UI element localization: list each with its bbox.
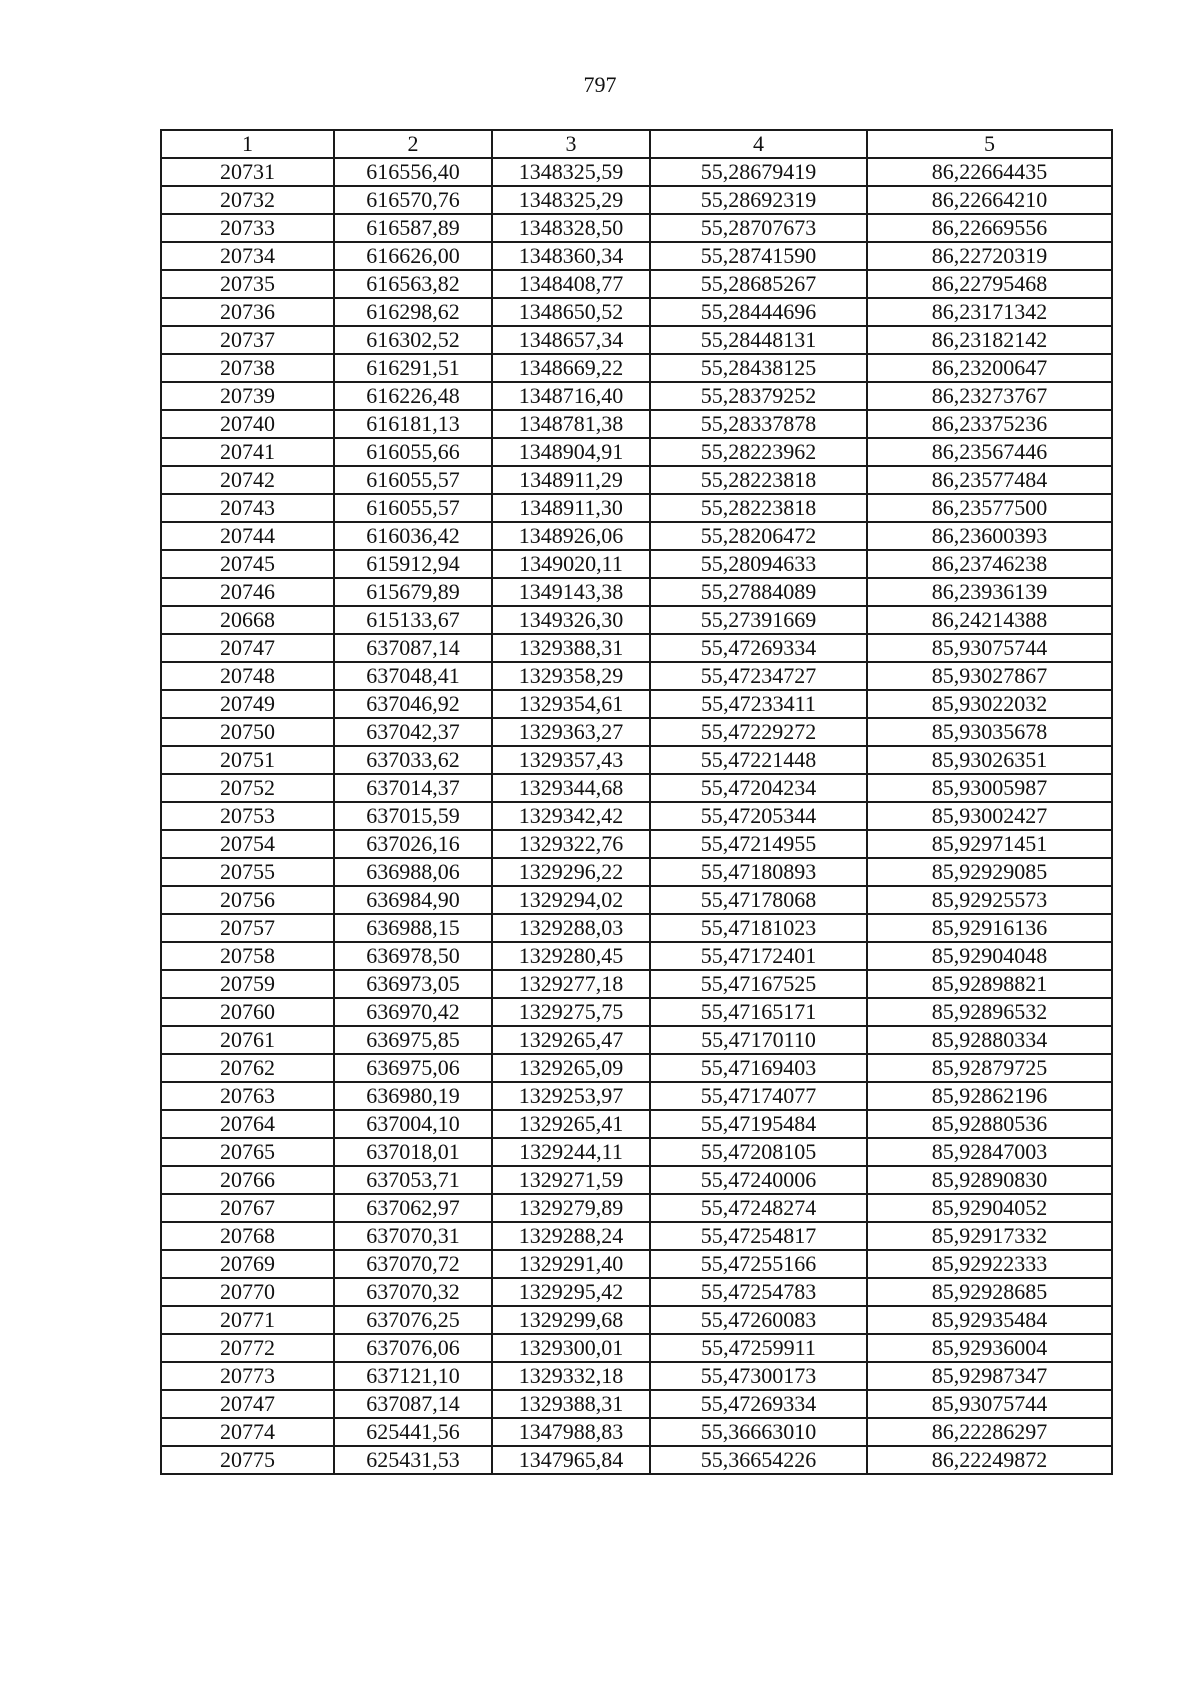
point-number-cell: 20740 [161,410,334,438]
x-coordinate-cell: 616302,52 [334,326,492,354]
latitude-cell: 55,27884089 [650,578,867,606]
longitude-cell: 86,22664210 [867,186,1112,214]
longitude-cell: 85,92862196 [867,1082,1112,1110]
longitude-cell: 85,92896532 [867,998,1112,1026]
x-coordinate-cell: 616055,66 [334,438,492,466]
table-row [161,298,1112,326]
y-coordinate-cell: 1329357,43 [492,746,650,774]
table-row [161,998,1112,1026]
longitude-cell: 85,93035678 [867,718,1112,746]
point-number-cell: 20763 [161,1082,334,1110]
table-row [161,1390,1112,1418]
latitude-cell: 55,47234727 [650,662,867,690]
table-row [161,746,1112,774]
latitude-cell: 55,47254817 [650,1222,867,1250]
x-coordinate-cell: 636984,90 [334,886,492,914]
table-row [161,1418,1112,1446]
table-row [161,354,1112,382]
table-row [161,550,1112,578]
y-coordinate-cell: 1349020,11 [492,550,650,578]
longitude-cell: 86,23182142 [867,326,1112,354]
x-coordinate-cell: 637121,10 [334,1362,492,1390]
y-coordinate-cell: 1348408,77 [492,270,650,298]
latitude-cell: 55,47174077 [650,1082,867,1110]
longitude-cell: 85,92971451 [867,830,1112,858]
x-coordinate-cell: 636978,50 [334,942,492,970]
x-coordinate-cell: 637070,72 [334,1250,492,1278]
point-number-cell: 20739 [161,382,334,410]
point-number-cell: 20756 [161,886,334,914]
table-row [161,186,1112,214]
table-row [161,494,1112,522]
longitude-cell: 85,92916136 [867,914,1112,942]
x-coordinate-cell: 637048,41 [334,662,492,690]
latitude-cell: 55,28223818 [650,466,867,494]
x-coordinate-cell: 637053,71 [334,1166,492,1194]
y-coordinate-cell: 1329288,03 [492,914,650,942]
x-coordinate-cell: 625431,53 [334,1446,492,1474]
latitude-cell: 55,47208105 [650,1138,867,1166]
column-header: 5 [867,130,1112,158]
table-row [161,1306,1112,1334]
point-number-cell: 20754 [161,830,334,858]
column-header: 4 [650,130,867,158]
y-coordinate-cell: 1329271,59 [492,1166,650,1194]
longitude-cell: 85,93075744 [867,1390,1112,1418]
y-coordinate-cell: 1329354,61 [492,690,650,718]
longitude-cell: 85,92879725 [867,1054,1112,1082]
y-coordinate-cell: 1348650,52 [492,298,650,326]
y-coordinate-cell: 1348911,29 [492,466,650,494]
column-header: 2 [334,130,492,158]
point-number-cell: 20760 [161,998,334,1026]
point-number-cell: 20769 [161,1250,334,1278]
table-row [161,1054,1112,1082]
y-coordinate-cell: 1347988,83 [492,1418,650,1446]
y-coordinate-cell: 1348926,06 [492,522,650,550]
latitude-cell: 55,47229272 [650,718,867,746]
y-coordinate-cell: 1348325,59 [492,158,650,186]
column-header: 1 [161,130,334,158]
latitude-cell: 55,47180893 [650,858,867,886]
latitude-cell: 55,28741590 [650,242,867,270]
point-number-cell: 20747 [161,1390,334,1418]
y-coordinate-cell: 1329244,11 [492,1138,650,1166]
y-coordinate-cell: 1329299,68 [492,1306,650,1334]
latitude-cell: 55,47165171 [650,998,867,1026]
y-coordinate-cell: 1329344,68 [492,774,650,802]
table-row [161,1082,1112,1110]
x-coordinate-cell: 616055,57 [334,466,492,494]
y-coordinate-cell: 1329358,29 [492,662,650,690]
table-row [161,802,1112,830]
x-coordinate-cell: 637018,01 [334,1138,492,1166]
x-coordinate-cell: 637042,37 [334,718,492,746]
table-row [161,438,1112,466]
longitude-cell: 85,93027867 [867,662,1112,690]
longitude-cell: 86,23600393 [867,522,1112,550]
latitude-cell: 55,47254783 [650,1278,867,1306]
point-number-cell: 20734 [161,242,334,270]
latitude-cell: 55,47169403 [650,1054,867,1082]
longitude-cell: 85,92847003 [867,1138,1112,1166]
point-number-cell: 20765 [161,1138,334,1166]
table-row [161,1334,1112,1362]
point-number-cell: 20773 [161,1362,334,1390]
longitude-cell: 86,22795468 [867,270,1112,298]
point-number-cell: 20755 [161,858,334,886]
x-coordinate-cell: 636975,06 [334,1054,492,1082]
latitude-cell: 55,36663010 [650,1418,867,1446]
latitude-cell: 55,47167525 [650,970,867,998]
y-coordinate-cell: 1329294,02 [492,886,650,914]
y-coordinate-cell: 1329332,18 [492,1362,650,1390]
y-coordinate-cell: 1348911,30 [492,494,650,522]
latitude-cell: 55,28379252 [650,382,867,410]
x-coordinate-cell: 616587,89 [334,214,492,242]
longitude-cell: 85,92922333 [867,1250,1112,1278]
y-coordinate-cell: 1347965,84 [492,1446,650,1474]
longitude-cell: 85,92898821 [867,970,1112,998]
x-coordinate-cell: 637033,62 [334,746,492,774]
longitude-cell: 86,23200647 [867,354,1112,382]
y-coordinate-cell: 1329279,89 [492,1194,650,1222]
y-coordinate-cell: 1329388,31 [492,634,650,662]
x-coordinate-cell: 636980,19 [334,1082,492,1110]
table-row [161,326,1112,354]
y-coordinate-cell: 1329277,18 [492,970,650,998]
x-coordinate-cell: 637046,92 [334,690,492,718]
latitude-cell: 55,36654226 [650,1446,867,1474]
point-number-cell: 20735 [161,270,334,298]
point-number-cell: 20759 [161,970,334,998]
longitude-cell: 86,23567446 [867,438,1112,466]
y-coordinate-cell: 1348904,91 [492,438,650,466]
y-coordinate-cell: 1329296,22 [492,858,650,886]
y-coordinate-cell: 1329253,97 [492,1082,650,1110]
point-number-cell: 20741 [161,438,334,466]
y-coordinate-cell: 1329275,75 [492,998,650,1026]
y-coordinate-cell: 1348669,22 [492,354,650,382]
table-row [161,1250,1112,1278]
table-row [161,382,1112,410]
longitude-cell: 85,92987347 [867,1362,1112,1390]
table-row [161,830,1112,858]
point-number-cell: 20733 [161,214,334,242]
longitude-cell: 86,22286297 [867,1418,1112,1446]
x-coordinate-cell: 636970,42 [334,998,492,1026]
x-coordinate-cell: 637070,32 [334,1278,492,1306]
y-coordinate-cell: 1348360,34 [492,242,650,270]
x-coordinate-cell: 637076,25 [334,1306,492,1334]
point-number-cell: 20746 [161,578,334,606]
table-body [161,158,1112,1474]
y-coordinate-cell: 1329288,24 [492,1222,650,1250]
point-number-cell: 20731 [161,158,334,186]
table-row [161,270,1112,298]
latitude-cell: 55,47178068 [650,886,867,914]
page-number: 797 [583,72,617,97]
longitude-cell: 85,93005987 [867,774,1112,802]
x-coordinate-cell: 616036,42 [334,522,492,550]
table-header-row [161,130,1112,158]
longitude-cell: 86,22249872 [867,1446,1112,1474]
table-row [161,774,1112,802]
table-row [161,942,1112,970]
table-row [161,634,1112,662]
longitude-cell: 86,23273767 [867,382,1112,410]
x-coordinate-cell: 615133,67 [334,606,492,634]
y-coordinate-cell: 1329363,27 [492,718,650,746]
x-coordinate-cell: 637026,16 [334,830,492,858]
y-coordinate-cell: 1329342,42 [492,802,650,830]
latitude-cell: 55,28223962 [650,438,867,466]
latitude-cell: 55,47195484 [650,1110,867,1138]
point-number-cell: 20742 [161,466,334,494]
longitude-cell: 85,92935484 [867,1306,1112,1334]
point-number-cell: 20751 [161,746,334,774]
longitude-cell: 86,22669556 [867,214,1112,242]
point-number-cell: 20774 [161,1418,334,1446]
x-coordinate-cell: 616291,51 [334,354,492,382]
longitude-cell: 86,24214388 [867,606,1112,634]
latitude-cell: 55,27391669 [650,606,867,634]
latitude-cell: 55,47204234 [650,774,867,802]
point-number-cell: 20775 [161,1446,334,1474]
point-number-cell: 20762 [161,1054,334,1082]
point-number-cell: 20743 [161,494,334,522]
point-number-cell: 20761 [161,1026,334,1054]
longitude-cell: 85,92928685 [867,1278,1112,1306]
longitude-cell: 85,93075744 [867,634,1112,662]
latitude-cell: 55,47233411 [650,690,867,718]
longitude-cell: 85,92925573 [867,886,1112,914]
y-coordinate-cell: 1349326,30 [492,606,650,634]
table-row [161,1110,1112,1138]
y-coordinate-cell: 1329265,09 [492,1054,650,1082]
latitude-cell: 55,28438125 [650,354,867,382]
latitude-cell: 55,47269334 [650,1390,867,1418]
table-row [161,690,1112,718]
table-row [161,1222,1112,1250]
x-coordinate-cell: 616570,76 [334,186,492,214]
point-number-cell: 20753 [161,802,334,830]
point-number-cell: 20767 [161,1194,334,1222]
table-row [161,886,1112,914]
longitude-cell: 86,22720319 [867,242,1112,270]
latitude-cell: 55,47269334 [650,634,867,662]
x-coordinate-cell: 616181,13 [334,410,492,438]
longitude-cell: 85,92880536 [867,1110,1112,1138]
longitude-cell: 85,92890830 [867,1166,1112,1194]
longitude-cell: 85,92904052 [867,1194,1112,1222]
table-row [161,1446,1112,1474]
point-number-cell: 20757 [161,914,334,942]
longitude-cell: 86,22664435 [867,158,1112,186]
point-number-cell: 20668 [161,606,334,634]
table-row [161,242,1112,270]
table-row [161,466,1112,494]
table-row [161,1362,1112,1390]
x-coordinate-cell: 637087,14 [334,634,492,662]
y-coordinate-cell: 1329322,76 [492,830,650,858]
x-coordinate-cell: 616298,62 [334,298,492,326]
x-coordinate-cell: 636973,05 [334,970,492,998]
table-row [161,1166,1112,1194]
latitude-cell: 55,47248274 [650,1194,867,1222]
latitude-cell: 55,28337878 [650,410,867,438]
latitude-cell: 55,47214955 [650,830,867,858]
x-coordinate-cell: 625441,56 [334,1418,492,1446]
x-coordinate-cell: 636975,85 [334,1026,492,1054]
longitude-cell: 86,23577484 [867,466,1112,494]
point-number-cell: 20768 [161,1222,334,1250]
x-coordinate-cell: 637015,59 [334,802,492,830]
x-coordinate-cell: 616055,57 [334,494,492,522]
point-number-cell: 20772 [161,1334,334,1362]
table-row [161,662,1112,690]
table-row [161,1026,1112,1054]
table-row [161,214,1112,242]
longitude-cell: 85,92917332 [867,1222,1112,1250]
point-number-cell: 20749 [161,690,334,718]
point-number-cell: 20750 [161,718,334,746]
table-row [161,158,1112,186]
latitude-cell: 55,47300173 [650,1362,867,1390]
point-number-cell: 20738 [161,354,334,382]
y-coordinate-cell: 1348781,38 [492,410,650,438]
x-coordinate-cell: 637087,14 [334,1390,492,1418]
y-coordinate-cell: 1329388,31 [492,1390,650,1418]
latitude-cell: 55,47170110 [650,1026,867,1054]
x-coordinate-cell: 616556,40 [334,158,492,186]
table-row [161,1138,1112,1166]
table-row [161,606,1112,634]
point-number-cell: 20770 [161,1278,334,1306]
y-coordinate-cell: 1329265,47 [492,1026,650,1054]
x-coordinate-cell: 616226,48 [334,382,492,410]
table-row [161,1194,1112,1222]
longitude-cell: 85,92929085 [867,858,1112,886]
table-row [161,1278,1112,1306]
y-coordinate-cell: 1349143,38 [492,578,650,606]
table-row [161,718,1112,746]
y-coordinate-cell: 1329291,40 [492,1250,650,1278]
point-number-cell: 20736 [161,298,334,326]
longitude-cell: 86,23171342 [867,298,1112,326]
latitude-cell: 55,28094633 [650,550,867,578]
point-number-cell: 20732 [161,186,334,214]
longitude-cell: 85,92880334 [867,1026,1112,1054]
latitude-cell: 55,47259911 [650,1334,867,1362]
point-number-cell: 20745 [161,550,334,578]
table-row [161,858,1112,886]
latitude-cell: 55,28679419 [650,158,867,186]
y-coordinate-cell: 1348328,50 [492,214,650,242]
longitude-cell: 85,93002427 [867,802,1112,830]
latitude-cell: 55,47260083 [650,1306,867,1334]
y-coordinate-cell: 1348325,29 [492,186,650,214]
latitude-cell: 55,47240006 [650,1166,867,1194]
x-coordinate-cell: 636988,15 [334,914,492,942]
point-number-cell: 20744 [161,522,334,550]
x-coordinate-cell: 615912,94 [334,550,492,578]
x-coordinate-cell: 616626,00 [334,242,492,270]
longitude-cell: 85,93022032 [867,690,1112,718]
longitude-cell: 86,23375236 [867,410,1112,438]
longitude-cell: 85,92936004 [867,1334,1112,1362]
x-coordinate-cell: 637004,10 [334,1110,492,1138]
x-coordinate-cell: 637062,97 [334,1194,492,1222]
table-row [161,522,1112,550]
latitude-cell: 55,28685267 [650,270,867,298]
x-coordinate-cell: 616563,82 [334,270,492,298]
latitude-cell: 55,28448131 [650,326,867,354]
longitude-cell: 86,23936139 [867,578,1112,606]
y-coordinate-cell: 1329265,41 [492,1110,650,1138]
coordinates-table [160,129,1113,1475]
latitude-cell: 55,28223818 [650,494,867,522]
y-coordinate-cell: 1329295,42 [492,1278,650,1306]
point-number-cell: 20758 [161,942,334,970]
point-number-cell: 20748 [161,662,334,690]
latitude-cell: 55,47172401 [650,942,867,970]
point-number-cell: 20764 [161,1110,334,1138]
latitude-cell: 55,47221448 [650,746,867,774]
y-coordinate-cell: 1348716,40 [492,382,650,410]
point-number-cell: 20737 [161,326,334,354]
latitude-cell: 55,47205344 [650,802,867,830]
table-row [161,410,1112,438]
y-coordinate-cell: 1329280,45 [492,942,650,970]
table-row [161,914,1112,942]
x-coordinate-cell: 637076,06 [334,1334,492,1362]
point-number-cell: 20752 [161,774,334,802]
x-coordinate-cell: 637070,31 [334,1222,492,1250]
y-coordinate-cell: 1348657,34 [492,326,650,354]
x-coordinate-cell: 636988,06 [334,858,492,886]
longitude-cell: 85,93026351 [867,746,1112,774]
latitude-cell: 55,28444696 [650,298,867,326]
latitude-cell: 55,47181023 [650,914,867,942]
latitude-cell: 55,28707673 [650,214,867,242]
point-number-cell: 20747 [161,634,334,662]
longitude-cell: 86,23577500 [867,494,1112,522]
latitude-cell: 55,28206472 [650,522,867,550]
latitude-cell: 55,28692319 [650,186,867,214]
x-coordinate-cell: 615679,89 [334,578,492,606]
longitude-cell: 86,23746238 [867,550,1112,578]
y-coordinate-cell: 1329300,01 [492,1334,650,1362]
longitude-cell: 85,92904048 [867,942,1112,970]
column-header: 3 [492,130,650,158]
table-row [161,578,1112,606]
latitude-cell: 55,47255166 [650,1250,867,1278]
point-number-cell: 20766 [161,1166,334,1194]
point-number-cell: 20771 [161,1306,334,1334]
table-row [161,970,1112,998]
x-coordinate-cell: 637014,37 [334,774,492,802]
